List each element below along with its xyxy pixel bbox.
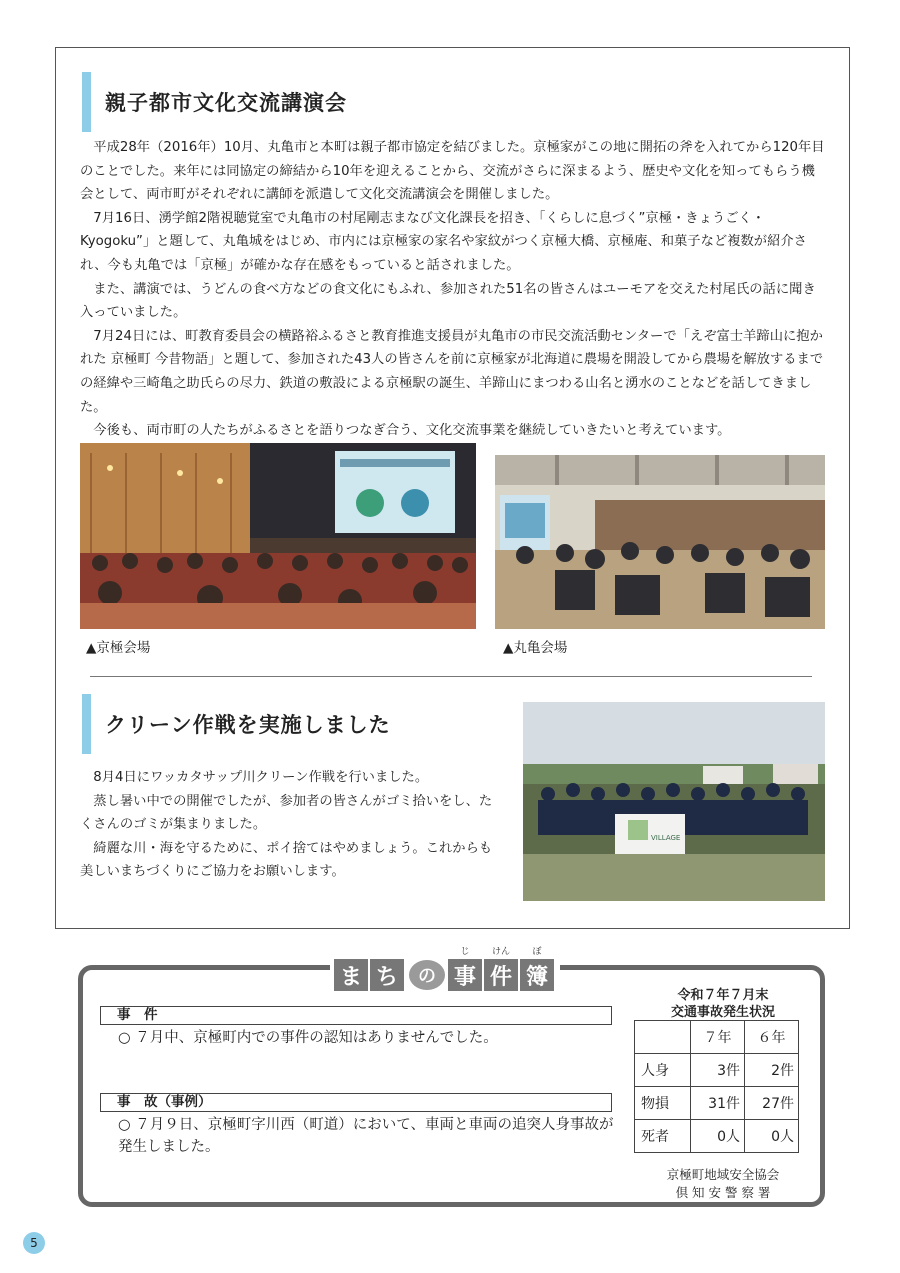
section-title-cleanup [82,694,391,754]
org-safety-association: 京極町地域安全協会 [666,1167,780,1182]
paragraph: 平成28年（2016年）10月、丸亀市と本町は親子都市協定を結びました。京極家がこの地に開拓の斧を入れてから120年目のことでした。来年には同協定の締結から10年を迎えることから、交流がさらに深まるよう、歴史や文化を知ってもらう機会として、両市町がそれぞれに講師を派遣して文化交流講演会を開催しました。 [80,140,825,203]
jiko-item: ○ ７月９日、京極町字川西（町道）において、車両と車両の追突人身事故が発生しました。 [118,1117,614,1155]
paragraph: 8月4日にワッカタサップ川クリーン作戦を行いました。 [93,770,429,785]
table-row [635,1054,799,1087]
machi-no-jikenbo-logo [330,947,560,995]
table-corner-cell [635,1021,691,1054]
logo-char-no: の [409,960,445,990]
table-cell: 0人 [745,1120,799,1153]
photo-kyogoku-venue [80,443,476,629]
lecture-hall-illustration [80,443,476,629]
stats-title-line2: 交通事故発生状況 [670,1005,775,1020]
page-number: 5 [23,1232,45,1254]
paragraph: また、講演では、うどんの食べ方などの食文化にもふれ、参加された51名の皆さんはユーモアを交えた村尾氏の話に聞き入っていました。 [80,281,816,321]
table-row [635,1087,799,1120]
col-header: ６年 [745,1021,799,1054]
row-header: 物損 [635,1087,691,1120]
title-accent-bar [82,72,91,132]
table-cell: 31件 [691,1087,745,1120]
table-cell: 0人 [691,1120,745,1153]
logo-char: ま [334,959,368,991]
paragraph: 今後も、両市町の人たちがふるさとを語りつなぎ合う、文化交流事業を継続していきたいと考えています。 [93,423,731,439]
title-accent-bar [82,694,91,754]
group-photo-illustration [523,702,825,901]
section-title-text: クリーン作戦を実施しました [105,713,391,737]
section-divider [90,676,812,677]
section-title-text: 親子都市文化交流講演会 [105,91,347,115]
label-jiko: 事 故（事例） [100,1093,612,1112]
ruby-text: けん [491,947,510,957]
cleanup-article-body [80,766,500,884]
paragraph: 7月16日、湧学館2階視聴覚室で丸亀市の村尾剛志まなび文化課長を招き、「くらしに息づく”京極・きょうごく・Kyogoku”」と題して、丸亀城をはじめ、市内には京極家の家名や家紋がつく京極大橋、京極庵、和菓子など複数が紹介され、今も丸亀では「京極」が確かな存在感をもっていると話されました。 [80,210,807,273]
table-cell: 2件 [745,1054,799,1087]
ruby-text: じ [460,947,470,957]
paragraph: 蒸し暑い中での開催でしたが、参加者の皆さんがゴミ拾いをし、たくさんのゴミが集まりました。 [80,793,493,833]
stats-title-line1: 令和７年７月末 [677,988,769,1003]
photo-cleanup-group [523,702,825,901]
row-header: 死者 [635,1120,691,1153]
logo-char: けん 件 [484,959,518,991]
seminar-room-illustration [495,455,825,629]
paragraph: 7月24日には、町教育委員会の横路裕ふるさと教育推進支援員が丸亀市の市民交流活動センターで「えぞ富士羊蹄山に抱かれた 京極町 今昔物語」と題して、参加された43人の皆さんを前に京極家が北海道に農場を開設してから農場を解放するまでの経緯や三崎亀之助氏らの尽力、鉄道の敷設による京極駅の誕生、羊蹄山にまつわる山名と湧水のことなどを話してきました。 [80,328,824,415]
logo-char: ち [370,959,404,991]
caption-kyogoku-venue: ▲京極会場 [86,640,151,656]
org-police-station: 倶 知 安 警 察 署 [675,1185,771,1200]
logo-char: ぼ 簿 [520,959,554,991]
table-cell: 3件 [691,1054,745,1087]
section-title-culture [82,72,347,132]
table-row [635,1120,799,1153]
banner-text: VILLAGE [651,834,681,842]
table-cell: 27件 [745,1087,799,1120]
ruby-text: ぼ [532,947,542,957]
col-header: ７年 [691,1021,745,1054]
row-header: 人身 [635,1054,691,1087]
caption-marugame-venue: ▲丸亀会場 [503,640,568,656]
photo-marugame-venue [495,455,825,629]
traffic-accident-table [634,1020,799,1153]
paragraph: 綺麗な川・海を守るために、ポイ捨てはやめましょう。これからも美しいまちづくりにご協力をお願いします。 [80,840,493,880]
logo-char: じ 事 [448,959,482,991]
label-jiken: 事 件 [100,1006,612,1025]
table-row [635,1021,799,1054]
culture-article-body [80,136,825,443]
jiken-item: ○ ７月中、京極町内での事件の認知はありませんでした。 [118,1030,498,1046]
